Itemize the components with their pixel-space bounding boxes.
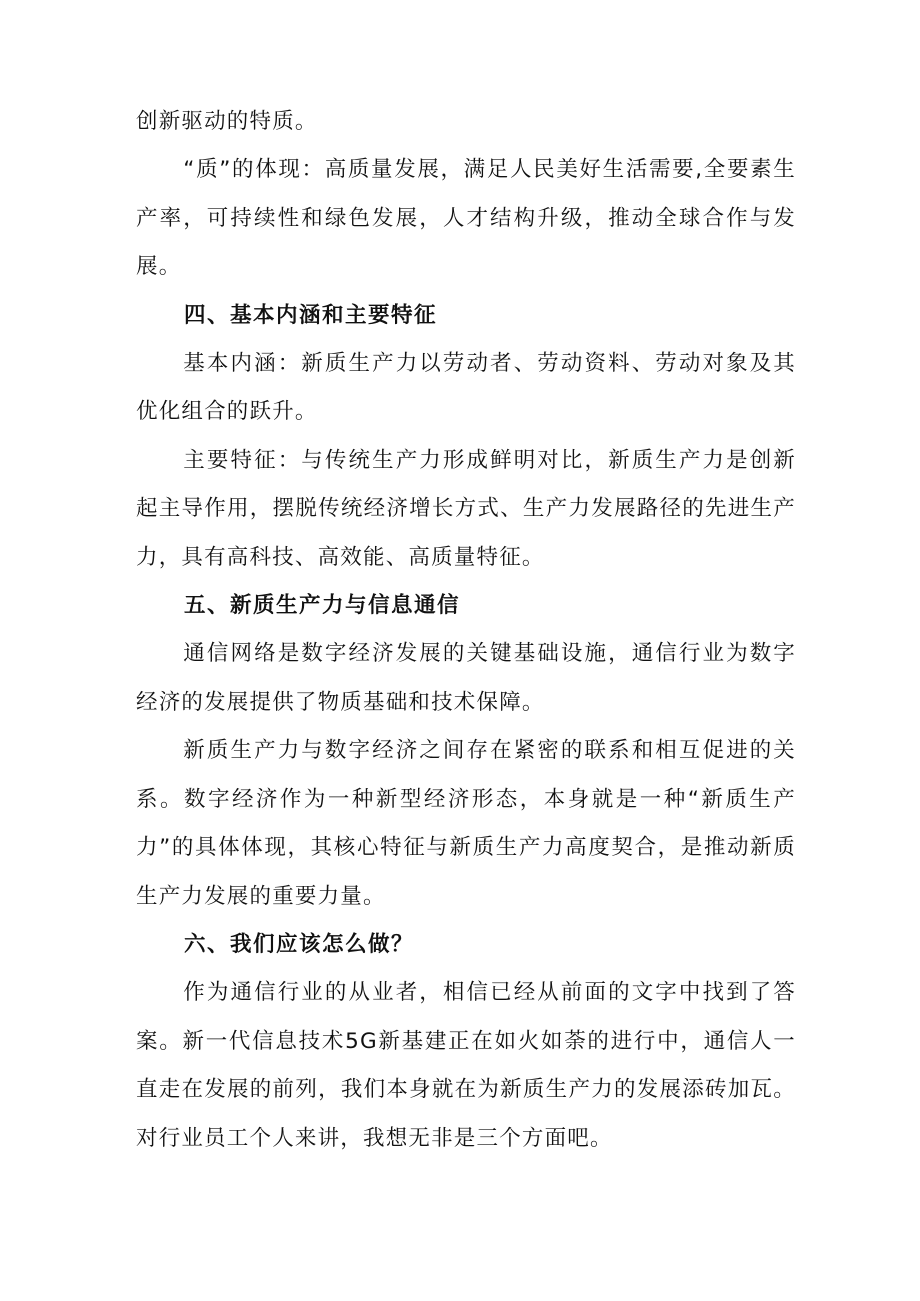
paragraph-communication-network: 通信网络是数字经济发展的关键基础设施，通信行业为数字经济的发展提供了物质基础和技术保障。 [136, 641, 796, 715]
section-heading-6: 六、我们应该怎么做？ [184, 931, 415, 957]
paragraph-quality-embodiment: “质”的体现：高质量发展，满足人民美好生活需要,全要素生产率，可持续性和绿色发展，人才结构升级，推动全球合作与发展。 [136, 157, 796, 280]
paragraph-continuation: 创新驱动的特质。 [136, 109, 318, 134]
section-heading-4: 四、基本内涵和主要特征 [184, 302, 438, 328]
paragraph-basic-connotation: 基本内涵：新质生产力以劳动者、劳动资料、劳动对象及其优化组合的跃升。 [136, 351, 796, 425]
paragraph-digital-economy: 新质生产力与数字经济之间存在紧密的联系和相互促进的关系。数字经济作为一种新型经济形态，本身就是一种“新质生产力”的具体体现，其核心特征与新质生产力高度契合，是推动新质生产力发展的重要力量。 [136, 738, 796, 909]
section-heading-5: 五、新质生产力与信息通信 [184, 593, 461, 619]
document-body [136, 98, 796, 1163]
paragraph-what-to-do: 作为通信行业的从业者，相信已经从前面的文字中找到了答案。新一代信息技术5G新基建正在如火如荼的进行中，通信人一直走在发展的前列，我们本身就在为新质生产力的发展添砖加瓦。对行业员工个人来讲，我想无非是三个方面吧。 [136, 980, 796, 1151]
paragraph-main-features: 主要特征：与传统生产力形成鲜明对比，新质生产力是创新起主导作用，摆脱传统经济增长方式、生产力发展路径的先进生产力，具有高科技、高效能、高质量特征。 [136, 447, 796, 570]
